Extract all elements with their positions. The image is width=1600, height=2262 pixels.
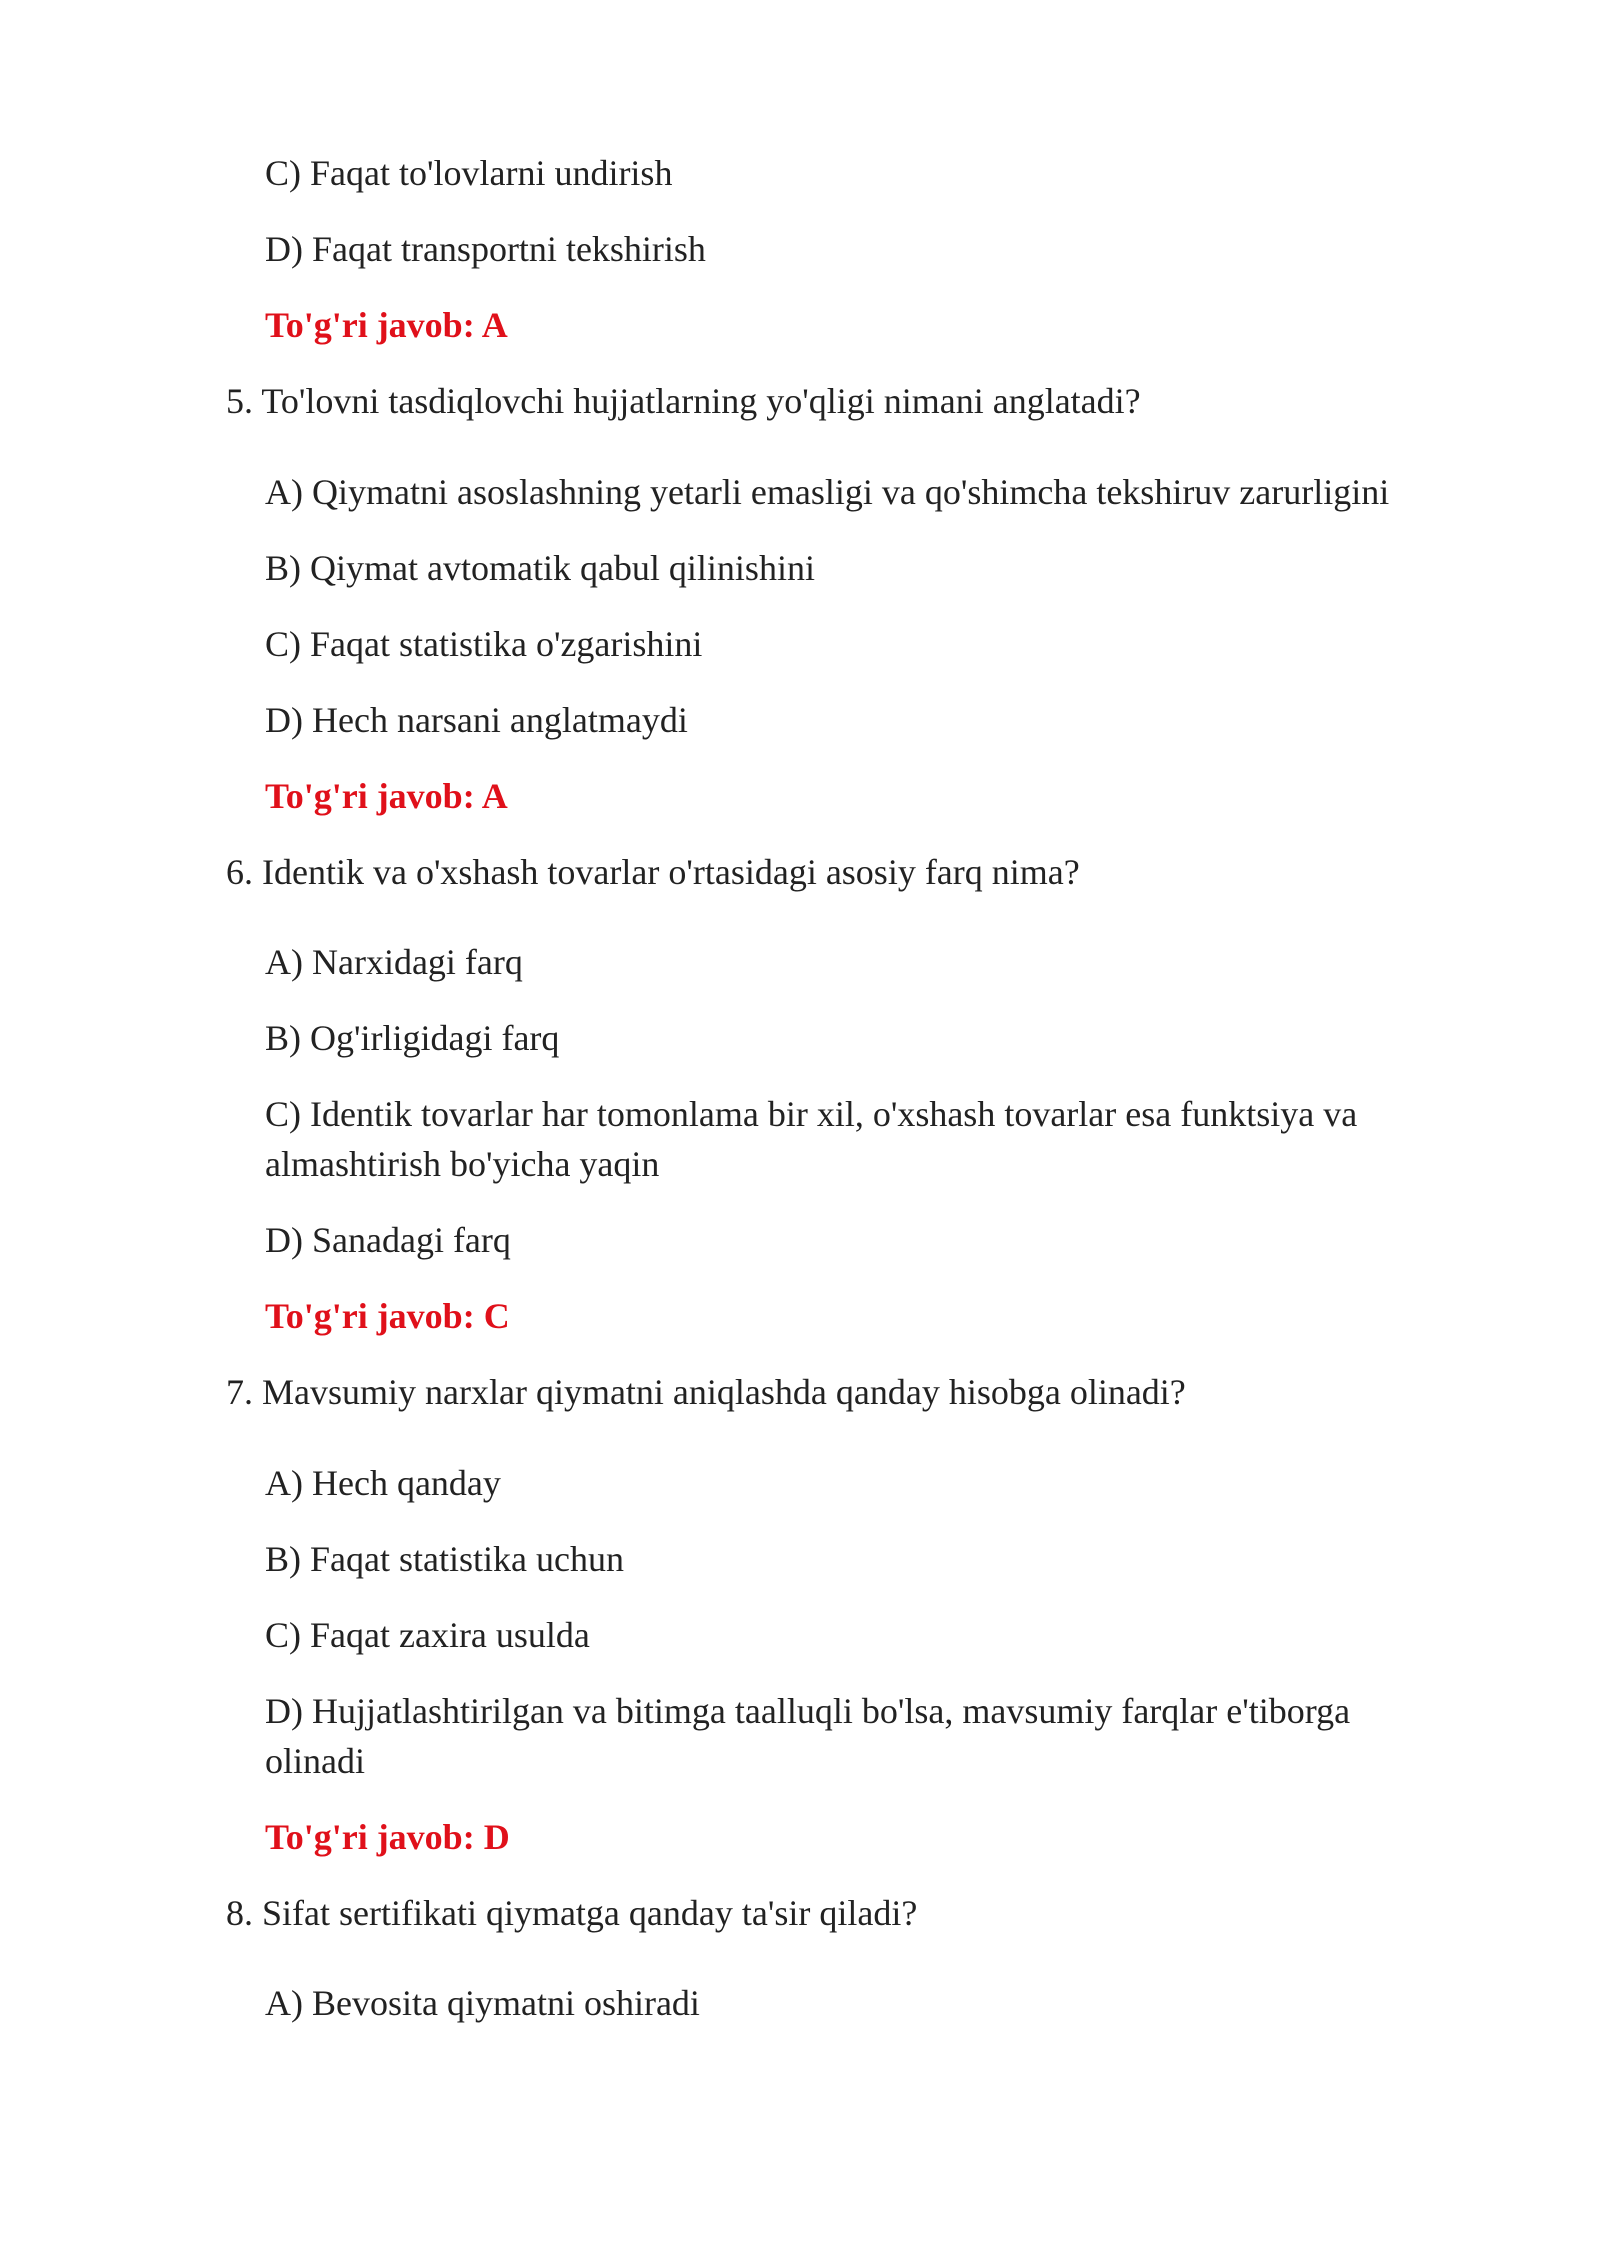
- option-b-q7: B) Faqat statistika uchun: [265, 1539, 624, 1579]
- option-b-q6: B) Og'irligidagi farq: [265, 1018, 560, 1058]
- option-d-q4: D) Faqat transportni tekshirish: [265, 229, 706, 269]
- question-5: 5. To'lovni tasdiqlovchi hujjatlarning yo'qligi nimani anglatadi?: [226, 381, 1141, 421]
- option-a-q8: A) Bevosita qiymatni oshiradi: [265, 1983, 700, 2023]
- correct-answer-q7: To'g'ri javob: D: [265, 1817, 510, 1857]
- option-d-q5: D) Hech narsani anglatmaydi: [265, 700, 688, 740]
- option-a-q6: A) Narxidagi farq: [265, 942, 523, 982]
- option-c-q6-continuation: almashtirish bo'yicha yaqin: [265, 1144, 660, 1184]
- question-8: 8. Sifat sertifikati qiymatga qanday ta'sir qiladi?: [226, 1893, 918, 1933]
- option-b-q5: B) Qiymat avtomatik qabul qilinishini: [265, 548, 815, 588]
- correct-answer-q5: To'g'ri javob: A: [265, 776, 508, 816]
- option-a-q5: A) Qiymatni asoslashning yetarli emasligi va qo'shimcha tekshiruv zarurligini: [265, 472, 1390, 512]
- option-c-q6: C) Identik tovarlar har tomonlama bir xil, o'xshash tovarlar esa funktsiya va: [265, 1094, 1358, 1134]
- option-d-q6: D) Sanadagi farq: [265, 1220, 511, 1260]
- option-a-q7: A) Hech qanday: [265, 1463, 501, 1503]
- correct-answer-q6: To'g'ri javob: C: [265, 1296, 510, 1336]
- option-c-q7: C) Faqat zaxira usulda: [265, 1615, 590, 1655]
- question-6: 6. Identik va o'xshash tovarlar o'rtasidagi asosiy farq nima?: [226, 852, 1080, 892]
- option-c-q5: C) Faqat statistika o'zgarishini: [265, 624, 703, 664]
- correct-answer-q4: To'g'ri javob: A: [265, 305, 508, 345]
- option-d-q7: D) Hujjatlashtirilgan va bitimga taalluqli bo'lsa, mavsumiy farqlar e'tiborga: [265, 1691, 1351, 1731]
- option-c-q4: C) Faqat to'lovlarni undirish: [265, 153, 673, 193]
- question-7: 7. Mavsumiy narxlar qiymatni aniqlashda qanday hisobga olinadi?: [226, 1372, 1186, 1412]
- option-d-q7-continuation: olinadi: [265, 1741, 365, 1781]
